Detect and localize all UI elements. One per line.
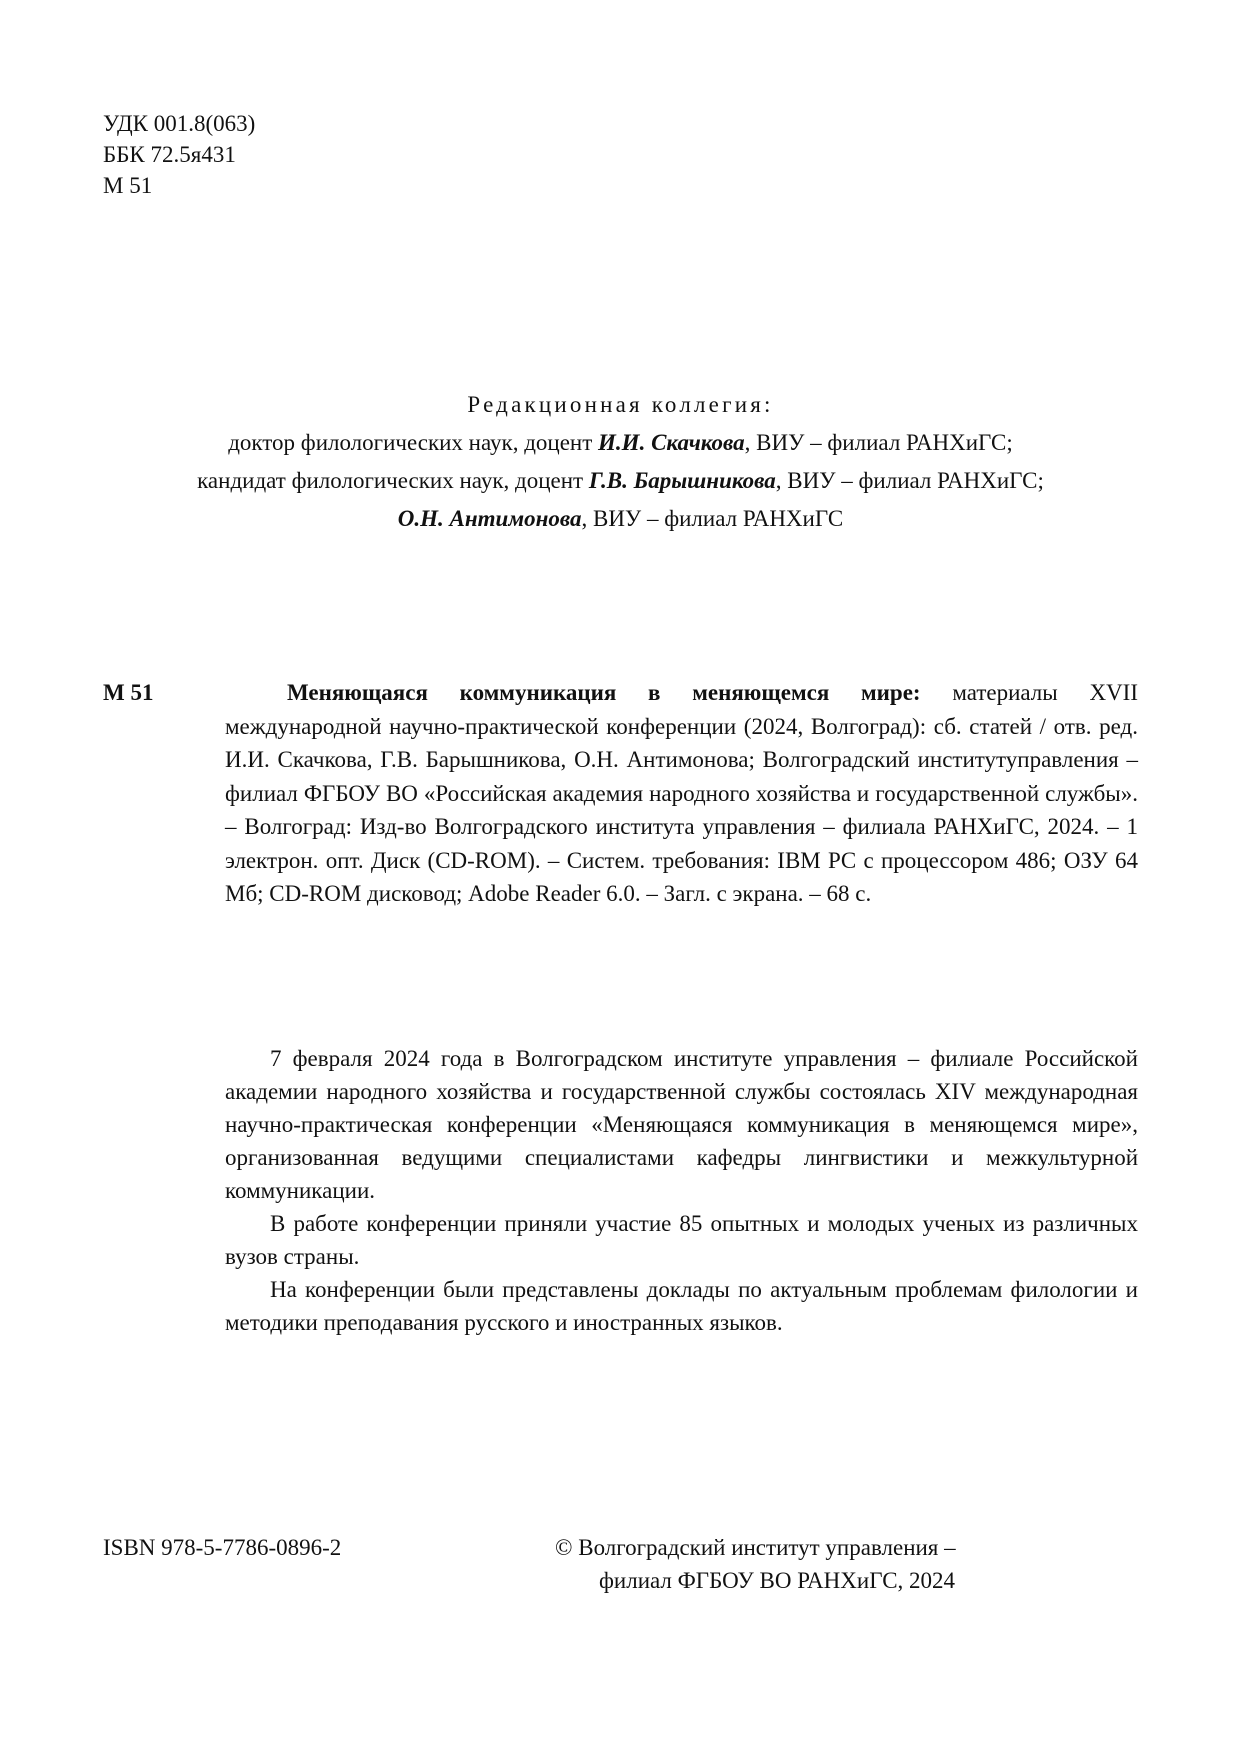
bibliographic-code: М 51	[103, 680, 154, 705]
editor-title: доктор филологических наук, доцент	[228, 430, 599, 455]
editor-affiliation: , ВИУ – филиал РАНХиГС;	[775, 468, 1044, 493]
udk-code: УДК 001.8(063)	[103, 111, 256, 136]
copyright-line: © Волгоградский институт управления –	[555, 1535, 956, 1560]
classification-codes	[103, 108, 255, 201]
isbn: ISBN 978-5-7786-0896-2	[103, 1535, 342, 1560]
editor-line-3	[0, 500, 1241, 538]
editor-title: кандидат филологических наук, доцент	[197, 468, 589, 493]
abstract-paragraph: На конференции были представлены доклады по актуальным проблемам филологии и методики преподавания русского и иностранных языков.	[225, 1277, 1138, 1335]
editor-affiliation: , ВИУ – филиал РАНХиГС	[581, 506, 844, 531]
editor-name: И.И. Скачкова	[598, 430, 745, 455]
bibliographic-title: Меняющаяся коммуникация в меняющемся мире:	[287, 680, 921, 705]
abstract-paragraph: 7 февраля 2024 года в Волгоградском институте управления – филиале Российской академии народного хозяйства и государственной службы состоялась XIV международная научно-практическая конференции «Меняющаяся коммуникация в меняющемся мире», организованная ведущими специалистами кафедры лингвистики и межкультурной коммуникации.	[225, 1046, 1138, 1203]
editorial-board	[0, 386, 1241, 538]
author-sign: М 51	[103, 173, 153, 198]
editor-name: Г.В. Барышникова	[588, 468, 776, 493]
bbk-code: ББК 72.5я431	[103, 142, 236, 167]
editor-line-1	[0, 424, 1241, 462]
copyright-line: филиал ФГБОУ ВО РАНХиГС, 2024	[599, 1568, 956, 1593]
editor-name: О.Н. Антимонова	[397, 506, 582, 531]
abstract	[225, 1042, 1138, 1339]
editorial-board-heading: Редакционная коллегия:	[467, 392, 774, 417]
abstract-paragraph: В работе конференции приняли участие 85 опытных и молодых ученых из различных вузов страны.	[225, 1211, 1138, 1269]
bibliographic-record	[225, 676, 1138, 911]
editor-affiliation: , ВИУ – филиал РАНХиГС;	[744, 430, 1013, 455]
editor-line-2	[0, 462, 1241, 500]
copyright-notice	[555, 1531, 1055, 1597]
bibliographic-body: материалы XVII международной научно-практической конференции (2024, Волгоград): сб. статей / отв. ред. И.И. Скачкова, Г.В. Барышникова, О.Н. Антимонова; Волгоградский институтуправления – филиал ФГБОУ ВО «Российская академия народного хозяйства и государственной службы». – Волгоград: Изд-во Волгоградского института управления – филиала РАНХиГС, 2024. – 1 электрон. опт. Диск (CD-ROM). – Систем. требования: IBM PC с процессором 486; ОЗУ 64 Мб; CD-ROM дисковод; Adobe Reader 6.0. – Загл. с экрана. – 68 с.	[225, 680, 1139, 906]
